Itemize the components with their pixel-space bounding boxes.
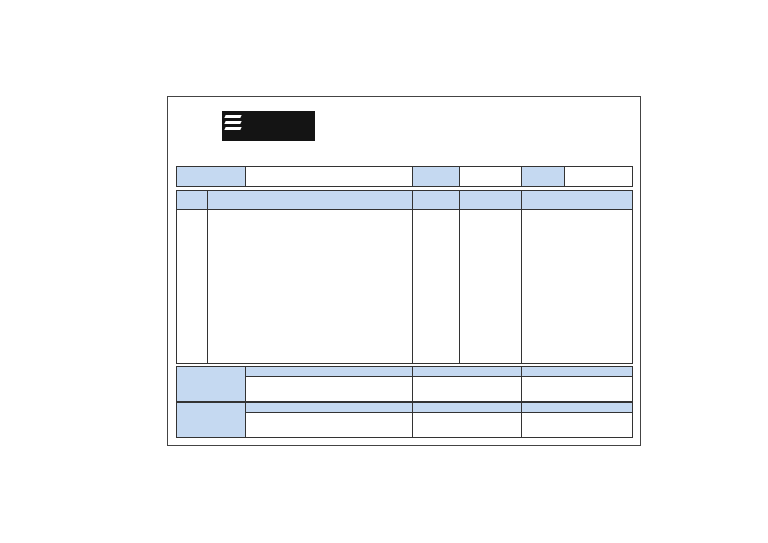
- company-logo: [222, 111, 315, 141]
- col-header-descripcion: [207, 190, 413, 210]
- col-divider: [412, 209, 413, 364]
- entrega-cedula-field[interactable]: [521, 412, 633, 438]
- solicitante-nombre-field[interactable]: [245, 376, 413, 402]
- proyecto-label: [176, 166, 246, 187]
- col-header-cant: [412, 190, 460, 210]
- solicitante-firma-field[interactable]: [412, 376, 522, 402]
- col-header-item: [176, 190, 208, 210]
- warehouse-receipt-form: [167, 96, 641, 446]
- os-label: [412, 166, 460, 187]
- col-divider: [521, 209, 522, 364]
- fecha-label: [521, 166, 565, 187]
- col-divider: [207, 209, 208, 364]
- entrega-nombre-field[interactable]: [245, 412, 413, 438]
- solicitante-cedula-field[interactable]: [521, 376, 633, 402]
- role-entrega: [176, 402, 246, 438]
- col-divider: [459, 209, 460, 364]
- fecha-field[interactable]: [564, 166, 633, 187]
- os-field[interactable]: [459, 166, 522, 187]
- col-header-observaciones: [521, 190, 633, 210]
- items-table: [176, 190, 633, 364]
- role-solicitante: [176, 366, 246, 402]
- logo-stripes-icon: [225, 115, 241, 135]
- proyecto-field[interactable]: [245, 166, 413, 187]
- entrega-firma-field[interactable]: [412, 412, 522, 438]
- col-header-especialidad: [459, 190, 522, 210]
